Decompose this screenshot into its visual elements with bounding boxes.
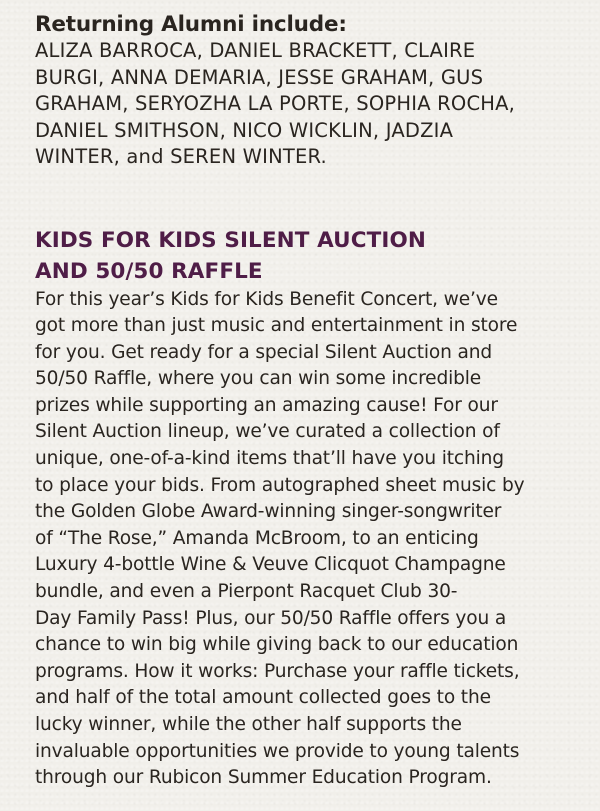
body-line: and half of the total amount collected goes to the <box>35 687 491 709</box>
body-line: through our Rubicon Summer Education Program. <box>35 767 492 789</box>
body-line: invaluable opportunities we provide to young talents <box>35 740 520 762</box>
alumni-names-line: ALIZA BARROCA, DANIEL BRACKETT, CLAIRE <box>35 39 476 62</box>
body-line: unique, one-of-a-kind items that’ll have you itching <box>35 448 504 470</box>
body-line: chance to win big while giving back to our education <box>35 634 519 656</box>
auction-heading-line: AND 50/50 RAFFLE <box>35 258 263 284</box>
alumni-names <box>35 38 585 171</box>
body-line: prizes while supporting an amazing cause! For our <box>35 394 498 416</box>
body-line: the Golden Globe Award-winning singer-songwriter <box>35 501 502 523</box>
body-line: For this year’s Kids for Kids Benefit Concert, we’ve <box>35 288 498 310</box>
body-line: lucky winner, while the other half supports the <box>35 714 462 735</box>
alumni-names-line: BURGI, ANNA DEMARIA, JESSE GRAHAM, GUS <box>35 65 484 89</box>
body-line: Luxury 4-bottle Wine & Veuve Clicquot Champagne <box>35 554 506 576</box>
body-line: Silent Auction lineup, we’ve curated a collection of <box>35 421 500 443</box>
body-line: Day Family Pass! Plus, our 50/50 Raffle offers you a <box>35 607 507 629</box>
body-line: 50/50 Raffle, where you can win some incredible <box>35 368 482 390</box>
body-line: bundle, and even a Pierpont Racquet Club 30- <box>35 581 458 603</box>
alumni-names-line: DANIEL SMITHSON, NICO WICKLIN, JADZIA <box>35 118 454 142</box>
alumni-names-line: GRAHAM, SERYOZHA LA PORTE, SOPHIA ROCHA, <box>35 92 516 115</box>
body-line: to place your bids. From autographed sheet music by <box>35 474 525 496</box>
document-page <box>35 12 585 792</box>
auction-body-paragraph <box>35 287 585 792</box>
body-line: got more than just music and entertainment in store <box>35 315 518 337</box>
body-line: for you. Get ready for a special Silent Auction and <box>35 341 493 363</box>
alumni-names-line: WINTER, and SEREN WINTER. <box>35 145 327 168</box>
body-line: programs. How it works: Purchase your raffle tickets, <box>35 660 520 682</box>
body-line: of “The Rose,” Amanda McBroom, to an enticing <box>35 527 479 549</box>
auction-heading <box>35 225 585 287</box>
auction-heading-line: KIDS FOR KIDS SILENT AUCTION <box>35 227 426 253</box>
alumni-heading: Returning Alumni include: <box>35 12 347 37</box>
